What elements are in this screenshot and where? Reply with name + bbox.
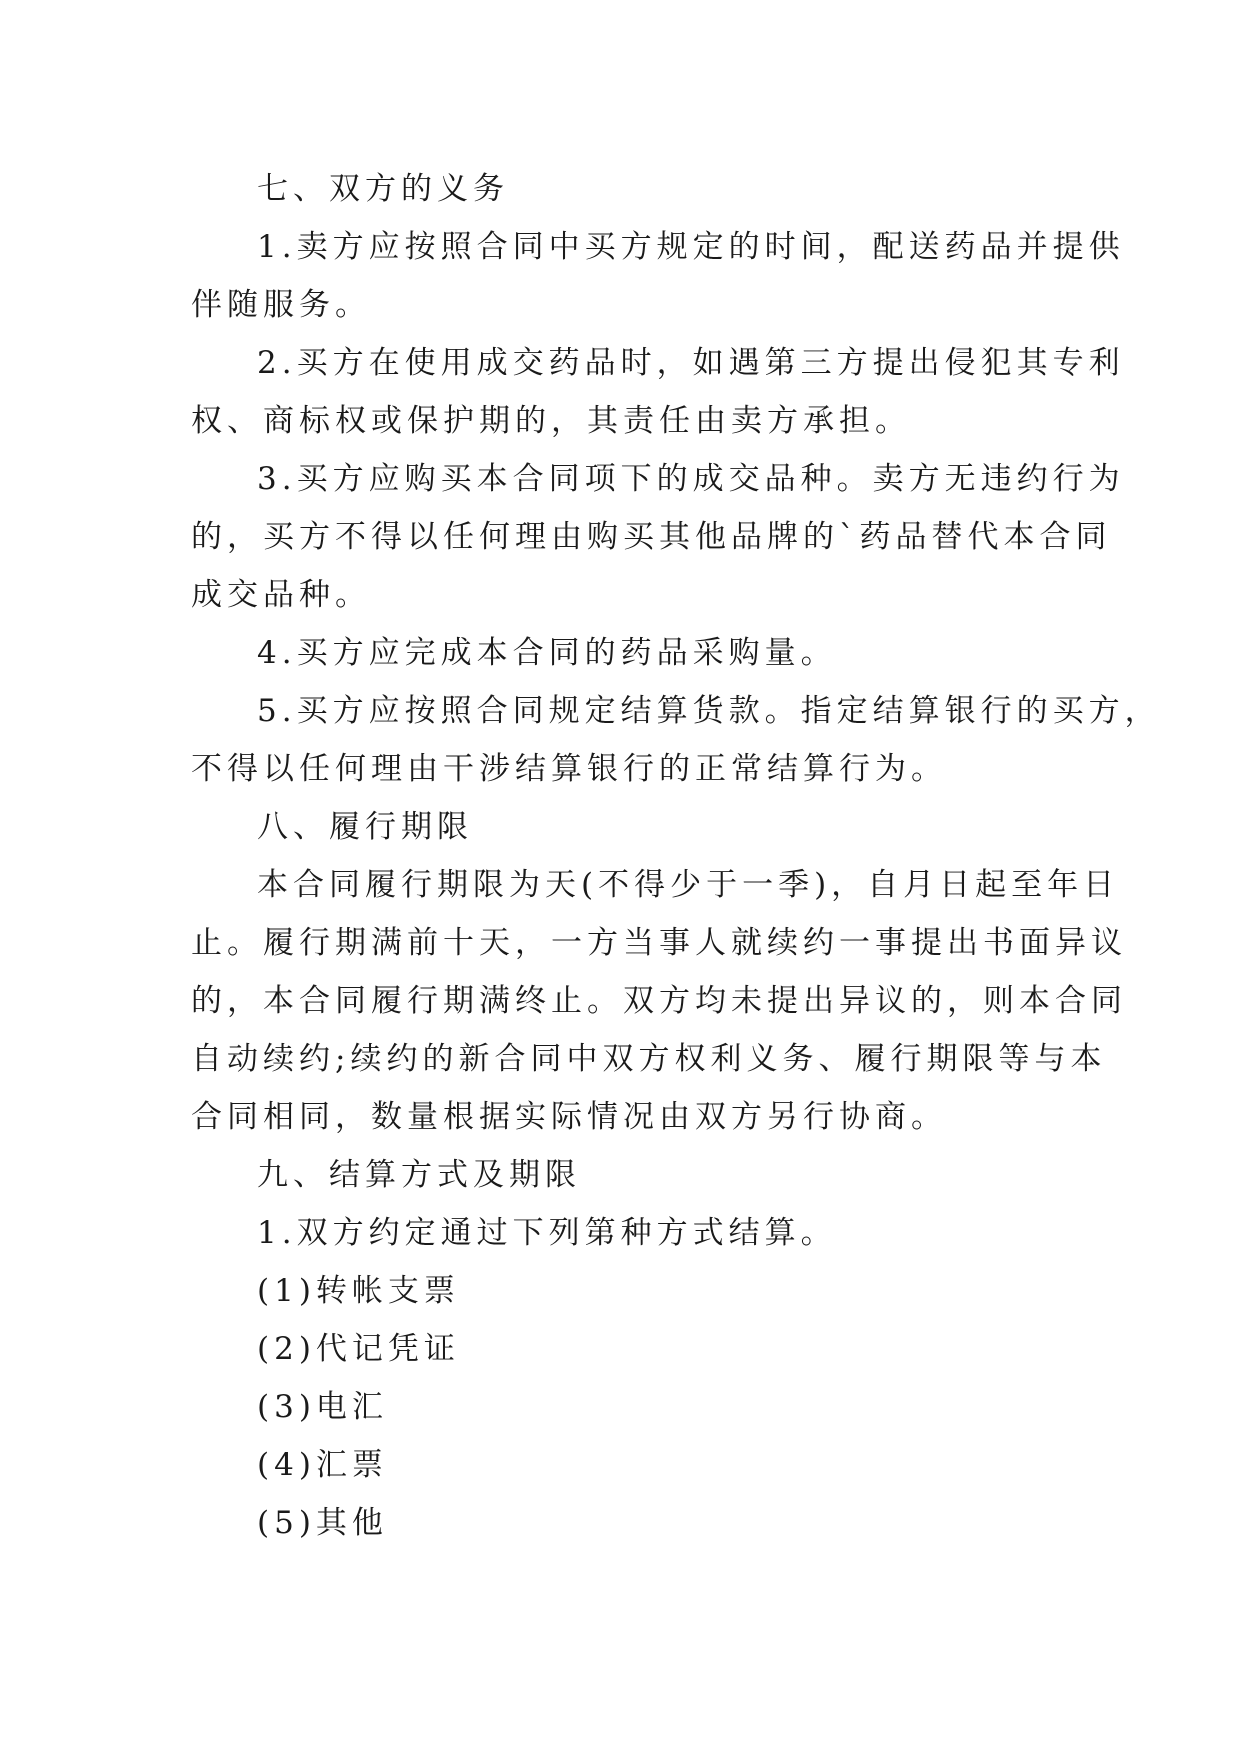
document-body	[191, 160, 1161, 1552]
section-heading: 九、结算方式及期限	[257, 1157, 581, 1193]
paragraph-line: 止。履行期满前十天，一方当事人就续约一事提出书面异议	[191, 925, 1127, 961]
list-item: (4)汇票	[257, 1447, 388, 1483]
paragraph-line: 成交品种。	[191, 577, 371, 613]
list-item: (1)转帐支票	[257, 1273, 460, 1309]
list-item: (2)代记凭证	[257, 1331, 460, 1367]
paragraph-line: 伴随服务。	[191, 287, 371, 323]
paragraph-line: 1.卖方应按照合同中买方规定的时间，配送药品并提供	[257, 229, 1125, 265]
paragraph-line: 自动续约;续约的新合同中双方权利义务、履行期限等与本	[191, 1041, 1107, 1077]
list-item: (3)电汇	[257, 1389, 388, 1425]
section-heading: 七、双方的义务	[257, 171, 509, 207]
section-heading: 八、履行期限	[257, 809, 473, 845]
paragraph-line: 不得以任何理由干涉结算银行的正常结算行为。	[191, 751, 947, 787]
paragraph-line: 3.买方应购买本合同项下的成交品种。卖方无违约行为	[257, 461, 1125, 497]
paragraph-line: 2.买方在使用成交药品时，如遇第三方提出侵犯其专利	[257, 345, 1125, 381]
paragraph-line: 本合同履行期限为天(不得少于一季)，自月日起至年日	[257, 867, 1120, 903]
paragraph-line: 4.买方应完成本合同的药品采购量。	[257, 635, 837, 671]
paragraph-line: 的，本合同履行期满终止。双方均未提出异议的，则本合同	[191, 983, 1127, 1019]
paragraph-line: 权、商标权或保护期的，其责任由卖方承担。	[191, 403, 911, 439]
list-item: (5)其他	[257, 1505, 388, 1541]
paragraph-line: 合同相同，数量根据实际情况由双方另行协商。	[191, 1099, 947, 1135]
paragraph-line: 5.买方应按照合同规定结算货款。指定结算银行的买方，	[257, 693, 1161, 729]
paragraph-line: 1.双方约定通过下列第种方式结算。	[257, 1215, 837, 1251]
paragraph-line: 的，买方不得以任何理由购买其他品牌的`药品替代本合同	[191, 519, 1112, 555]
